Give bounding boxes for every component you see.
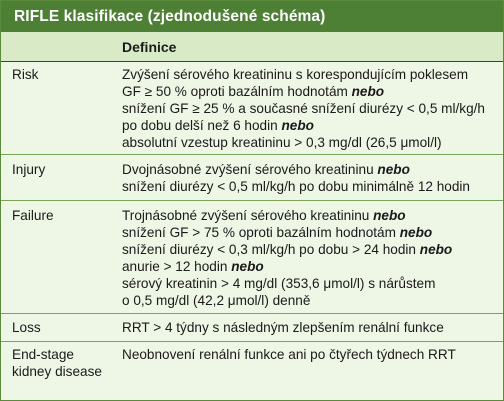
- definition-line: Trojnásobné zvýšení sérového kreatininu nebo: [122, 208, 406, 223]
- definition-line: anurie > 12 hodin nebo: [122, 259, 264, 274]
- definition-line: o 0,5 mg/dl (42,2 μmol/l) denně: [122, 293, 311, 308]
- definition-line: snížení GF ≥ 25 % a současné snížení diurézy < 0,5 ml/kg/h: [122, 101, 485, 116]
- definition-line: absolutní vzestup kreatininu > 0,3 mg/dl (26,5 μmol/l): [122, 135, 442, 150]
- definition-end-stage: [120, 342, 503, 381]
- definition-line: Zvýšení sérového kreatininu s korespondujícím poklesem: [122, 67, 469, 82]
- definition-failure: [120, 201, 503, 314]
- definition-line: GF ≥ 50 % oproti bazálním hodnotám nebo: [122, 84, 385, 99]
- definition-injury: [120, 155, 503, 201]
- keyword-nebo: nebo: [377, 162, 410, 177]
- table-title: RIFLE klasifikace (zjednodušené schéma): [1, 1, 503, 32]
- term-injury: Injury: [1, 155, 120, 201]
- definition-line: RRT > 4 týdny s následným zlepšením renální funkce: [122, 320, 444, 335]
- keyword-nebo: nebo: [373, 208, 406, 223]
- term-risk: Risk: [1, 62, 120, 155]
- definition-line: snížení diurézy < 0,3 ml/kg/h po dobu > 24 hodin nebo: [122, 242, 453, 257]
- definition-line: Neobnovení renální funkce ani po čtyřech týdnech RRT: [122, 347, 456, 362]
- definition-line: snížení diurézy < 0,5 ml/kg/h po dobu minimálně 12 hodin: [122, 179, 470, 194]
- keyword-nebo: nebo: [281, 118, 314, 133]
- keyword-nebo: nebo: [231, 259, 264, 274]
- definition-loss: [120, 314, 503, 342]
- rifle-table: [1, 62, 503, 380]
- definition-line: sérový kreatinin > 4 mg/dl (353,6 μmol/l) s nárůstem: [122, 276, 436, 291]
- keyword-nebo: nebo: [351, 84, 385, 99]
- column-header-definice: Definice: [1, 32, 503, 62]
- definition-line: Dvojnásobné zvýšení sérového kreatininu nebo: [122, 162, 410, 177]
- table-row-risk: [1, 62, 503, 155]
- keyword-nebo: nebo: [419, 242, 453, 257]
- term-end-stage: End-stage kidney disease: [12, 347, 102, 379]
- table-row-end-stage: [1, 342, 503, 381]
- definition-risk: [120, 62, 503, 155]
- table-row-failure: [1, 201, 503, 314]
- definition-line: snížení GF > 75 % oproti bazálním hodnotám nebo: [122, 225, 433, 240]
- keyword-nebo: nebo: [399, 225, 433, 240]
- table-row-injury: [1, 155, 503, 201]
- table-row-loss: [1, 314, 503, 342]
- definition-line: po dobu delší než 6 hodin nebo: [122, 118, 314, 133]
- term-loss: Loss: [1, 314, 120, 342]
- term-failure: Failure: [1, 201, 120, 314]
